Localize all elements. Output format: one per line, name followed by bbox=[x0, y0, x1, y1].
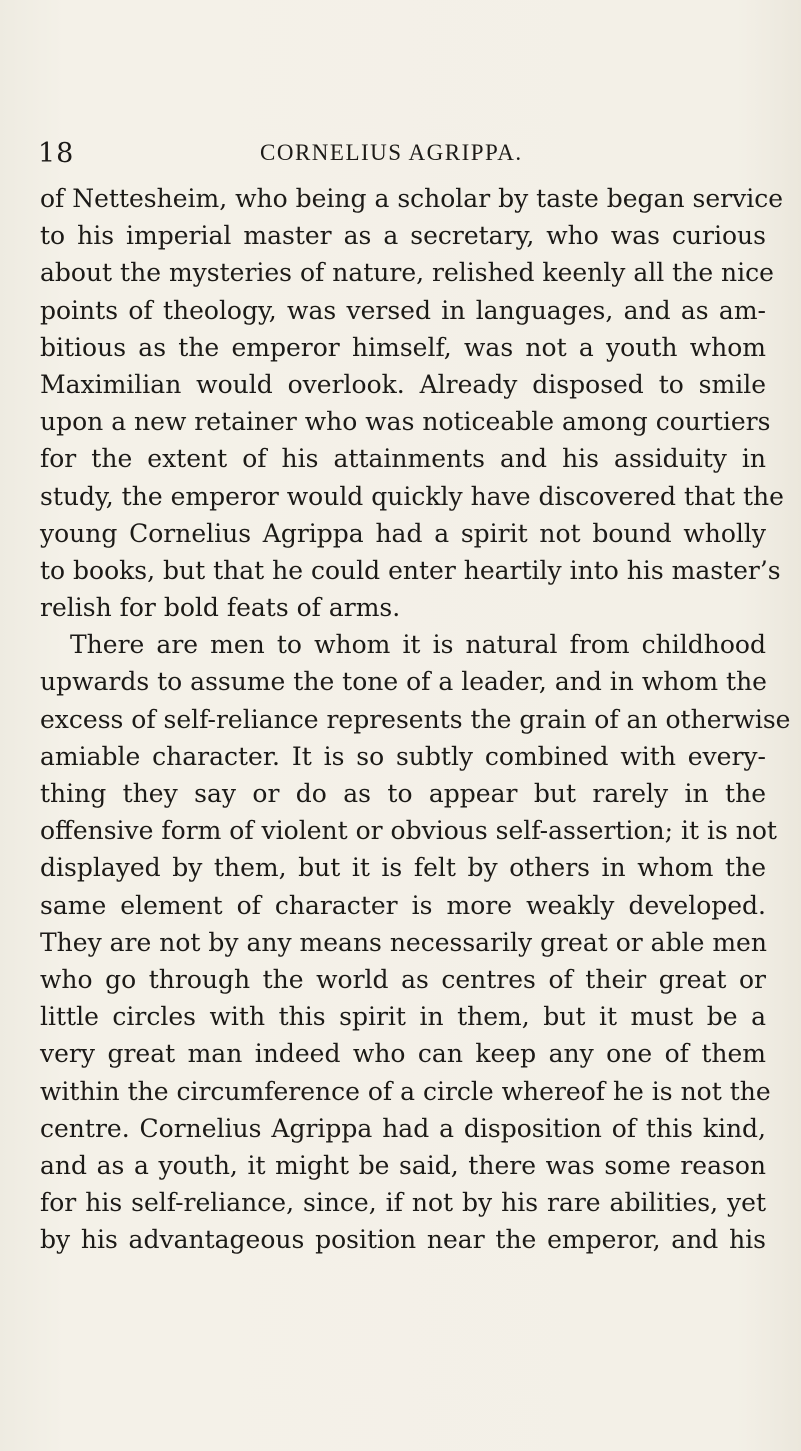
text-line: upwards to assume the tone of a leader, and in whom the bbox=[40, 667, 767, 697]
page-header bbox=[38, 138, 738, 172]
text-line: thing they say or do as to appear but rarely in the bbox=[40, 779, 766, 808]
text-line: same element of character is more weakly developed. bbox=[40, 890, 766, 920]
text-line: who go through the world as centres of their great or bbox=[40, 964, 766, 994]
paragraph-end-line: relish for bold feats of arms. bbox=[40, 593, 401, 623]
text-line: offensive form of violent or obvious self-assertion; it is not bbox=[40, 816, 777, 846]
text-line: to books, but that he could enter heartily into his master’s bbox=[40, 555, 781, 585]
text-line: young Cornelius Agrippa had a spirit not bound wholly bbox=[40, 518, 766, 548]
text-line: They are not by any means necessarily great or able men bbox=[40, 927, 767, 957]
text-line: about the mysteries of nature, relished keenly all the nice bbox=[40, 258, 774, 288]
text-line: points of theology, was versed in languages, and as am- bbox=[40, 295, 766, 325]
text-line: for the extent of his attainments and his assiduity in bbox=[40, 444, 766, 474]
text-line: to his imperial master as a secretary, who was curious bbox=[40, 221, 766, 251]
text-line: bitious as the emperor himself, was not a youth whom bbox=[40, 332, 766, 362]
text-line: within the circumference of a circle whereof he is not the bbox=[40, 1076, 771, 1106]
text-line: Maximilian would overlook. Already disposed to smile bbox=[40, 369, 766, 399]
text-line: very great man indeed who can keep any one of them bbox=[40, 1039, 766, 1069]
text-line: amiable character. It is so subtly combined with every- bbox=[40, 741, 766, 771]
text-line: centre. Cornelius Agrippa had a disposition of this kind, bbox=[40, 1113, 766, 1143]
paragraph-start-line: There are men to whom it is natural from childhood bbox=[70, 630, 766, 660]
text-line: by his advantageous position near the emperor, and his bbox=[40, 1225, 766, 1255]
text-line: for his self-reliance, since, if not by his rare abilities, yet bbox=[40, 1188, 766, 1218]
text-line: and as a youth, it might be said, there was some reason bbox=[40, 1150, 766, 1180]
text-line: upon a new retainer who was noticeable among courtiers bbox=[40, 407, 771, 437]
text-line: study, the emperor would quickly have discovered that the bbox=[40, 481, 784, 511]
body-text bbox=[40, 180, 791, 1258]
running-head: CORNELIUS AGRIPPA. bbox=[260, 140, 523, 165]
page-number: 18 bbox=[38, 138, 75, 169]
text-line: excess of self-reliance represents the grain of an otherwise bbox=[40, 704, 791, 734]
text-line: displayed by them, but it is felt by others in whom the bbox=[40, 853, 766, 883]
text-line: of Nettesheim, who being a scholar by taste began service bbox=[40, 184, 783, 213]
text-line: little circles with this spirit in them, but it must be a bbox=[40, 1002, 766, 1032]
